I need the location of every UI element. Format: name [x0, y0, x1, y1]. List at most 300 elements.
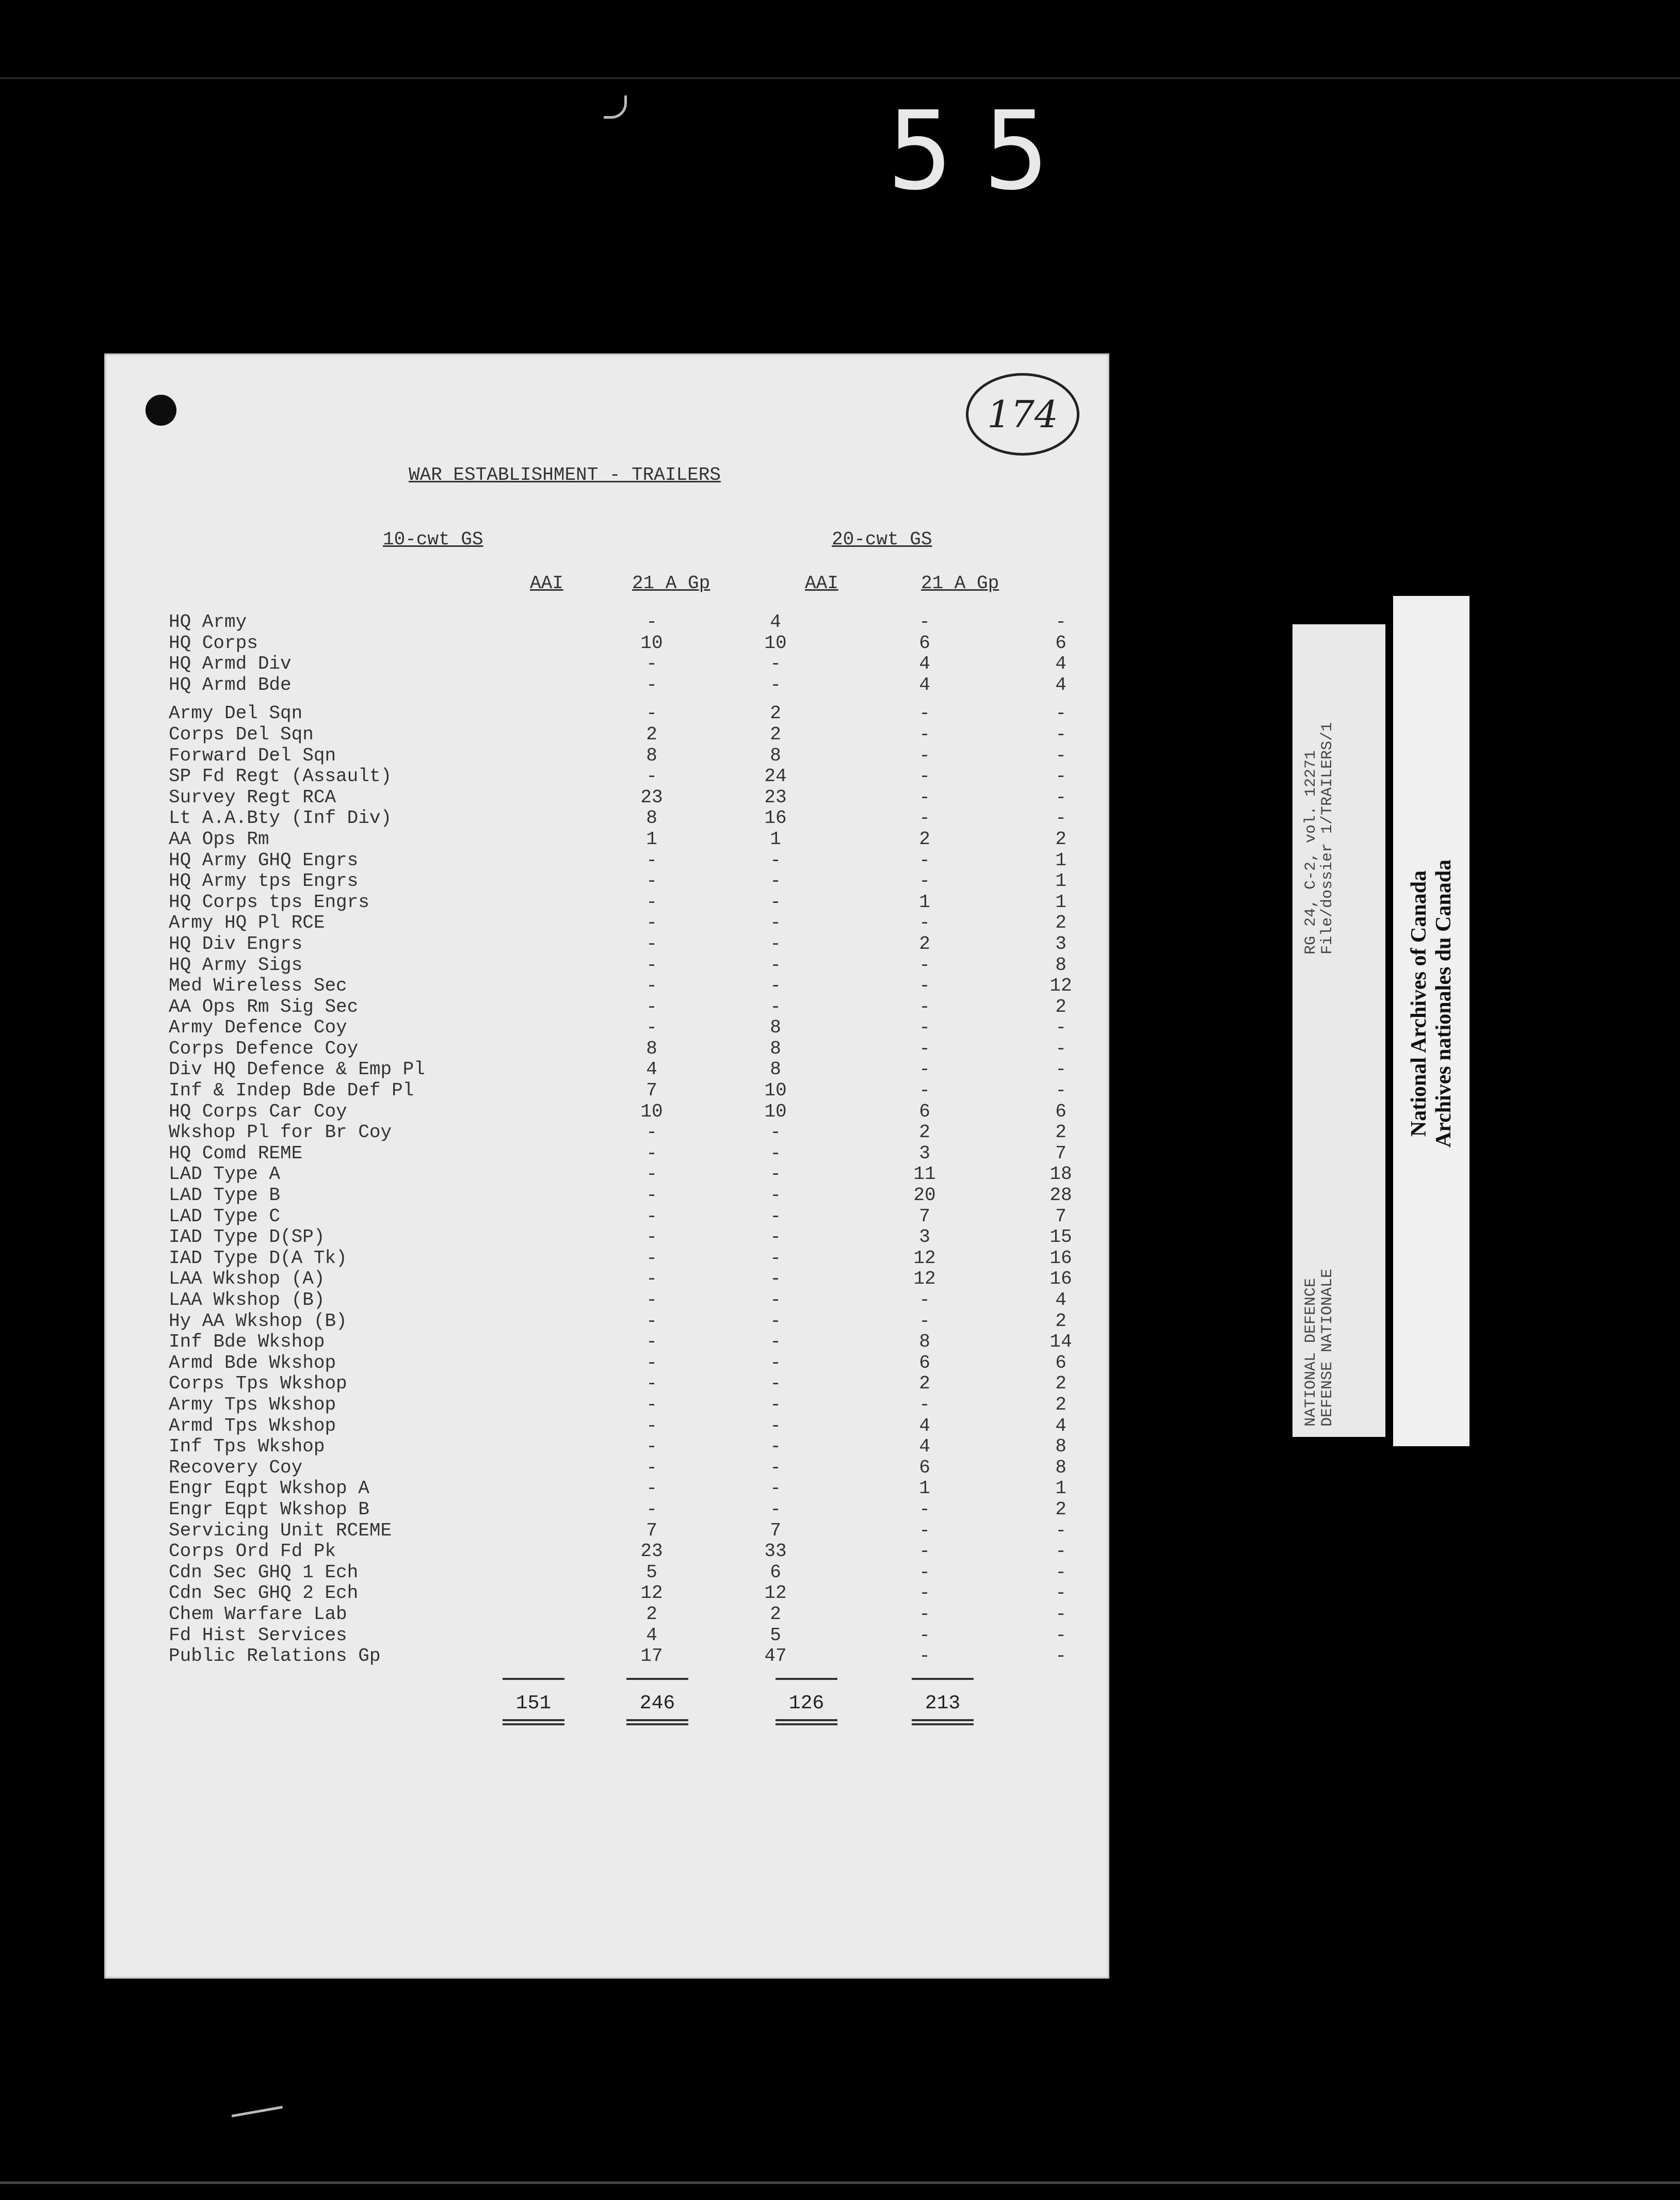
table-row: [169, 1520, 1097, 1541]
total-double-rule: [776, 1719, 837, 1725]
table-row: [169, 1059, 1097, 1080]
trailer-count: 8: [1055, 1457, 1067, 1478]
trailer-count: 4: [919, 674, 930, 695]
table-row: [169, 807, 1097, 829]
table-row: [169, 1101, 1097, 1122]
unit-name: Chem Warfare Lab: [169, 1603, 347, 1625]
trailer-count: -: [646, 1436, 657, 1458]
trailer-count: 12: [640, 1582, 663, 1604]
trailer-count: -: [1055, 1603, 1067, 1625]
trailer-count: -: [1055, 1519, 1067, 1541]
trailer-count: -: [646, 1394, 657, 1415]
trailer-count: -: [770, 1394, 781, 1415]
trailer-count: 2: [1055, 828, 1067, 850]
table-row: [169, 1541, 1097, 1562]
trailer-count: 8: [770, 1017, 781, 1039]
unit-name: Inf & Indep Bde Def Pl: [169, 1080, 414, 1102]
trailer-count: -: [1055, 1017, 1067, 1039]
trailer-count: 12: [913, 1247, 936, 1269]
unit-name: Corps Del Sqn: [169, 723, 314, 745]
trailer-count: -: [646, 1457, 657, 1478]
archive-name: [1407, 792, 1456, 1215]
column-header: 21 A Gp: [921, 573, 999, 594]
trailer-count: -: [1055, 766, 1067, 787]
trailer-count: -: [919, 1394, 930, 1415]
trailer-count: 23: [640, 1541, 663, 1562]
trailer-count: 5: [770, 1624, 781, 1646]
archive-name-label: [1393, 596, 1469, 1446]
trailer-count: 10: [764, 632, 787, 654]
trailer-count: 11: [913, 1163, 936, 1185]
unit-name: LAA Wkshop (B): [169, 1289, 325, 1311]
unit-name: Cdn Sec GHQ 2 Ech: [169, 1582, 359, 1604]
trailer-count: -: [919, 766, 930, 787]
trailer-count: 15: [1049, 1226, 1072, 1248]
document-title: WAR ESTABLISHMENT - TRAILERS: [409, 464, 721, 486]
table-row: [169, 1163, 1097, 1185]
trailer-count: 6: [1055, 1101, 1067, 1122]
trailer-count: -: [770, 975, 781, 997]
trailer-count: 1: [646, 828, 657, 850]
unit-name: IAD Type D(A Tk): [169, 1247, 347, 1269]
table-row: [169, 870, 1097, 892]
table-row: [169, 996, 1097, 1017]
trailer-count: 12: [913, 1268, 936, 1290]
table-row: [169, 850, 1097, 871]
unit-name: LAD Type B: [169, 1185, 281, 1206]
trailer-count: -: [1055, 1561, 1067, 1583]
trailer-count: -: [1055, 1582, 1067, 1604]
trailer-count: -: [770, 1415, 781, 1436]
trailer-count: 23: [640, 786, 663, 808]
trailer-count: -: [919, 723, 930, 745]
trailer-count: -: [770, 1185, 781, 1206]
trailer-count: 8: [1055, 1436, 1067, 1458]
trailer-count: 4: [919, 1415, 930, 1436]
trailer-count: 2: [919, 1373, 930, 1395]
table-row: [169, 1038, 1097, 1059]
table-row: [169, 1122, 1097, 1143]
trailer-count: 8: [770, 1059, 781, 1080]
total-value: 126: [788, 1692, 825, 1714]
unit-name: LAD Type C: [169, 1205, 281, 1227]
trailer-count: 2: [770, 723, 781, 745]
table-row: [169, 975, 1097, 996]
trailer-count: 1: [1055, 1478, 1067, 1499]
archive-reference: [1303, 722, 1336, 955]
trailer-count: -: [919, 975, 930, 997]
table-row: [169, 1562, 1097, 1583]
trailer-count: -: [770, 674, 781, 695]
trailer-count: -: [646, 870, 657, 892]
trailer-count: -: [1055, 1080, 1067, 1102]
total-rule: [503, 1678, 564, 1680]
unit-name: HQ Armd Div: [169, 653, 292, 675]
trailer-count: -: [646, 674, 657, 695]
unit-name: HQ Div Engrs: [169, 933, 303, 955]
trailer-count: -: [919, 786, 930, 808]
unit-name: HQ Army tps Engrs: [169, 870, 359, 892]
trailer-count: -: [646, 1268, 657, 1290]
trailer-count: -: [919, 1582, 930, 1604]
trailer-count: 2: [1055, 996, 1067, 1017]
table-row: [169, 653, 1097, 674]
trailer-count: -: [646, 1226, 657, 1248]
trailer-count: -: [1055, 1038, 1067, 1059]
trailer-count: 8: [646, 745, 657, 766]
table-row: [169, 1457, 1097, 1478]
establishment-table: [169, 611, 1097, 1667]
trailer-count: 18: [1049, 1163, 1072, 1185]
trailer-count: -: [1055, 1541, 1067, 1562]
trailer-count: -: [646, 1247, 657, 1269]
trailer-count: 7: [646, 1080, 657, 1102]
trailer-count: -: [770, 1268, 781, 1290]
trailer-count: -: [919, 870, 930, 892]
table-row: [169, 955, 1097, 976]
trailer-count: -: [770, 1163, 781, 1185]
table-row: [169, 912, 1097, 933]
total-rule: [626, 1678, 688, 1680]
total-double-rule: [626, 1719, 688, 1725]
trailer-count: -: [919, 1603, 930, 1625]
trailer-count: -: [1055, 1059, 1067, 1080]
trailer-count: -: [646, 996, 657, 1017]
unit-name: Survey Regt RCA: [169, 786, 336, 808]
unit-name: Inf Tps Wkshop: [169, 1436, 325, 1458]
trailer-count: 4: [646, 1059, 657, 1080]
table-row: [169, 1206, 1097, 1227]
table-row: [169, 1311, 1097, 1332]
reference-line: RG 24, C-2, vol. 12271: [1302, 750, 1320, 955]
table-row: [169, 829, 1097, 850]
trailer-count: 3: [1055, 933, 1067, 955]
trailer-count: 12: [764, 1582, 787, 1604]
table-row: [169, 1373, 1097, 1394]
table-row: [169, 892, 1097, 913]
table-row: [169, 1268, 1097, 1289]
trailer-count: 8: [770, 745, 781, 766]
trailer-count: 20: [913, 1185, 936, 1206]
trailer-count: 7: [1055, 1142, 1067, 1164]
column-header: 21 A Gp: [632, 573, 710, 594]
trailer-count: 7: [919, 1205, 930, 1227]
trailer-count: -: [919, 912, 930, 934]
trailer-count: -: [646, 954, 657, 976]
document-page: [104, 353, 1109, 1979]
total-value: 246: [639, 1692, 675, 1714]
unit-name: Public Relations Gp: [169, 1645, 381, 1667]
trailer-count: -: [919, 996, 930, 1017]
trailer-count: -: [646, 891, 657, 913]
unit-name: Engr Eqpt Wkshop A: [169, 1478, 369, 1499]
unit-name: LAA Wkshop (A): [169, 1268, 325, 1290]
table-row: [169, 1604, 1097, 1625]
trailer-count: 6: [770, 1561, 781, 1583]
trailer-count: -: [646, 1142, 657, 1164]
trailer-count: -: [646, 1478, 657, 1499]
table-row: [169, 1352, 1097, 1373]
total-rule: [912, 1678, 974, 1680]
trailer-count: 2: [646, 1603, 657, 1625]
trailer-count: 4: [1055, 1415, 1067, 1436]
table-row: [169, 1394, 1097, 1415]
trailer-count: 6: [919, 632, 930, 654]
trailer-count: -: [919, 1059, 930, 1080]
trailer-count: 2: [770, 703, 781, 724]
unit-name: Army Tps Wkshop: [169, 1394, 336, 1415]
trailer-count: 8: [919, 1331, 930, 1353]
total-double-rule: [503, 1719, 564, 1725]
trailer-count: -: [646, 1331, 657, 1353]
trailer-count: -: [646, 1310, 657, 1332]
trailer-count: -: [770, 1247, 781, 1269]
department-name: [1303, 1269, 1336, 1427]
trailer-count: -: [770, 1436, 781, 1458]
folio-number: 174: [987, 393, 1058, 436]
film-edge-top: [0, 77, 1680, 79]
unit-name: Fd Hist Services: [169, 1624, 347, 1646]
trailer-count: 4: [770, 611, 781, 633]
unit-name: HQ Comd REME: [169, 1142, 303, 1164]
trailer-count: -: [919, 745, 930, 766]
trailer-count: -: [919, 1038, 930, 1059]
table-row: [169, 1226, 1097, 1248]
trailer-count: -: [1055, 1645, 1067, 1667]
trailer-count: -: [770, 1352, 781, 1373]
trailer-count: -: [646, 1498, 657, 1520]
table-row: [169, 724, 1097, 745]
trailer-count: -: [646, 766, 657, 787]
trailer-count: -: [919, 611, 930, 633]
total-double-rule: [912, 1719, 974, 1725]
folio-stamp: [966, 373, 1079, 456]
trailer-count: -: [646, 975, 657, 997]
trailer-count: 2: [1055, 912, 1067, 934]
trailer-count: -: [646, 1163, 657, 1185]
trailer-count: 7: [646, 1519, 657, 1541]
table-row: [169, 787, 1097, 808]
unit-name: Armd Tps Wkshop: [169, 1415, 336, 1436]
trailer-count: 2: [1055, 1310, 1067, 1332]
trailer-count: -: [770, 1373, 781, 1395]
trailer-count: -: [646, 1185, 657, 1206]
trailer-count: -: [919, 1310, 930, 1332]
film-mark: [604, 95, 627, 119]
trailer-count: 1: [919, 891, 930, 913]
trailer-count: 23: [764, 786, 787, 808]
unit-name: Cdn Sec GHQ 1 Ech: [169, 1561, 359, 1583]
trailer-count: 4: [1055, 1289, 1067, 1311]
trailer-count: 2: [1055, 1122, 1067, 1143]
trailer-count: -: [646, 1352, 657, 1373]
trailer-count: 2: [1055, 1373, 1067, 1395]
trailer-count: 12: [1049, 975, 1072, 997]
trailer-count: -: [646, 1017, 657, 1039]
archive-line: Archives nationales du Canada: [1432, 859, 1456, 1148]
trailer-count: 2: [919, 1122, 930, 1143]
trailer-count: 6: [1055, 632, 1067, 654]
trailer-count: 6: [1055, 1352, 1067, 1373]
archive-line: National Archives of Canada: [1407, 870, 1431, 1137]
unit-name: Med Wireless Sec: [169, 975, 347, 997]
punch-hole: [146, 395, 176, 426]
table-row: [169, 933, 1097, 955]
trailer-count: 3: [919, 1226, 930, 1248]
trailer-count: 4: [646, 1624, 657, 1646]
trailer-count: 24: [764, 766, 787, 787]
trailer-count: 4: [1055, 674, 1067, 695]
trailer-count: -: [646, 1122, 657, 1143]
trailer-count: -: [770, 1457, 781, 1478]
table-row: [169, 1478, 1097, 1499]
trailer-count: 1: [770, 828, 781, 850]
trailer-count: -: [1055, 611, 1067, 633]
trailer-count: -: [1055, 723, 1067, 745]
table-row: [169, 1248, 1097, 1269]
trailer-count: 10: [764, 1101, 787, 1122]
trailer-count: -: [770, 1478, 781, 1499]
trailer-count: 8: [770, 1038, 781, 1059]
trailer-count: 1: [1055, 870, 1067, 892]
trailer-count: 47: [764, 1645, 787, 1667]
trailer-count: -: [646, 1415, 657, 1436]
table-row: [169, 703, 1097, 724]
trailer-count: 8: [646, 807, 657, 829]
column-header: AAI: [530, 573, 563, 594]
unit-name: Engr Eqpt Wkshop B: [169, 1498, 369, 1520]
unit-name: Inf Bde Wkshop: [169, 1331, 325, 1353]
table-row: [169, 766, 1097, 787]
trailer-count: -: [1055, 807, 1067, 829]
trailer-count: -: [770, 1310, 781, 1332]
trailer-count: -: [919, 1017, 930, 1039]
trailer-count: 4: [919, 1436, 930, 1458]
trailer-count: -: [770, 1142, 781, 1164]
trailer-count: -: [919, 1561, 930, 1583]
total-rule: [776, 1678, 837, 1680]
department-line: NATIONAL DEFENCE: [1302, 1277, 1320, 1427]
trailer-count: 1: [919, 1478, 930, 1499]
unit-name: HQ Army GHQ Engrs: [169, 849, 359, 871]
table-row: [169, 633, 1097, 654]
trailer-count: 16: [1049, 1247, 1072, 1269]
table-row: [169, 1645, 1097, 1667]
trailer-count: 6: [919, 1101, 930, 1122]
trailer-count: 28: [1049, 1185, 1072, 1206]
trailer-count: 33: [764, 1541, 787, 1562]
unit-name: HQ Corps tps Engrs: [169, 891, 369, 913]
trailer-count: -: [646, 849, 657, 871]
trailer-count: -: [646, 1373, 657, 1395]
film-edge-bottom: [0, 2181, 1680, 2184]
trailer-count: -: [646, 933, 657, 955]
trailer-count: 4: [919, 653, 930, 675]
table-row: [169, 1185, 1097, 1206]
trailer-count: 5: [646, 1561, 657, 1583]
unit-name: Div HQ Defence & Emp Pl: [169, 1059, 425, 1080]
column-header: AAI: [805, 573, 838, 594]
trailer-count: -: [770, 870, 781, 892]
trailer-count: 8: [646, 1038, 657, 1059]
group-header-20cwt: 20-cwt GS: [832, 529, 932, 550]
trailer-count: -: [770, 1122, 781, 1143]
unit-name: Lt A.A.Bty (Inf Div): [169, 807, 392, 829]
trailer-count: -: [770, 933, 781, 955]
unit-name: Corps Defence Coy: [169, 1038, 359, 1059]
trailer-count: 1: [1055, 891, 1067, 913]
trailer-count: -: [1055, 786, 1067, 808]
table-row: [169, 1499, 1097, 1520]
trailer-count: -: [770, 1289, 781, 1311]
trailer-count: -: [1055, 745, 1067, 766]
unit-name: Army Del Sqn: [169, 703, 303, 724]
frame-number: 55: [887, 88, 1080, 214]
trailer-count: -: [919, 1289, 930, 1311]
trailer-count: 2: [919, 933, 930, 955]
group-header-10cwt: 10-cwt GS: [383, 529, 483, 550]
trailer-count: -: [919, 849, 930, 871]
unit-name: Armd Bde Wkshop: [169, 1352, 336, 1373]
table-row: [169, 1582, 1097, 1604]
unit-name: Recovery Coy: [169, 1457, 303, 1478]
unit-name: Army HQ Pl RCE: [169, 912, 325, 934]
table-row: [169, 1289, 1097, 1311]
unit-name: Corps Tps Wkshop: [169, 1373, 347, 1395]
trailer-count: -: [646, 653, 657, 675]
trailer-count: -: [770, 954, 781, 976]
table-row: [169, 745, 1097, 766]
table-row: [169, 1017, 1097, 1038]
archive-reference-label: [1293, 624, 1385, 1437]
trailer-count: 16: [1049, 1268, 1072, 1290]
unit-name: HQ Corps Car Coy: [169, 1101, 347, 1122]
trailer-count: -: [646, 1205, 657, 1227]
trailer-count: -: [1055, 1624, 1067, 1646]
trailer-count: -: [919, 1645, 930, 1667]
trailer-count: 14: [1049, 1331, 1072, 1353]
trailer-count: -: [770, 849, 781, 871]
trailer-count: -: [646, 703, 657, 724]
unit-name: HQ Army: [169, 611, 247, 633]
unit-name: Servicing Unit RCEME: [169, 1519, 392, 1541]
trailer-count: -: [646, 912, 657, 934]
trailer-count: -: [919, 1498, 930, 1520]
table-row: [169, 1415, 1097, 1436]
table-row: [169, 1331, 1097, 1352]
trailer-count: -: [646, 611, 657, 633]
reference-line: File/dossier 1/TRAILERS/1: [1319, 722, 1336, 955]
trailer-count: 10: [640, 632, 663, 654]
trailer-count: -: [646, 1289, 657, 1311]
unit-name: Forward Del Sqn: [169, 745, 336, 766]
trailer-count: 3: [919, 1142, 930, 1164]
trailer-count: -: [770, 1226, 781, 1248]
trailer-count: 7: [1055, 1205, 1067, 1227]
trailer-count: -: [919, 1080, 930, 1102]
trailer-count: -: [1055, 703, 1067, 724]
unit-name: HQ Armd Bde: [169, 674, 292, 695]
table-row: [169, 1143, 1097, 1164]
trailer-count: 16: [764, 807, 787, 829]
table-row: [169, 611, 1097, 633]
unit-name: LAD Type A: [169, 1163, 281, 1185]
trailer-count: 6: [919, 1352, 930, 1373]
trailer-count: 1: [1055, 849, 1067, 871]
trailer-count: 10: [764, 1080, 787, 1102]
trailer-count: -: [919, 1541, 930, 1562]
trailer-count: -: [919, 954, 930, 976]
